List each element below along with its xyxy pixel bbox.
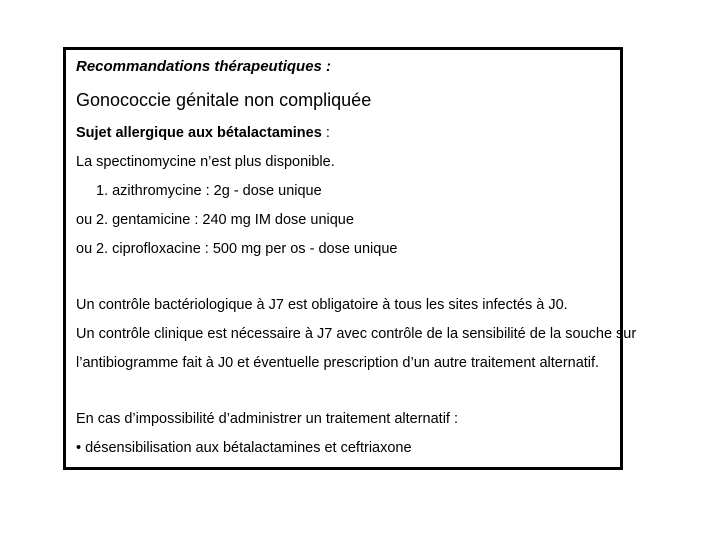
heading-recommendations: Recommandations thérapeutiques : [76, 58, 332, 75]
control-clinical-line-1: Un contrôle clinique est nécessaire à J7 avec contrôle de la sensibilité de la souche sur [76, 326, 637, 342]
option-item [76, 241, 397, 258]
control-bacteriological: Un contrôle bactériologique à J7 est obligatoire à tous les sites infectés à J0. [76, 297, 568, 313]
impossibility-text: En cas d’impossibilité d’administrer un traitement alternatif : [76, 411, 458, 427]
option-text: 2. ciprofloxacine : 500 mg per os - dose unique [96, 241, 398, 257]
option-text: 1. azithromycine : 2g - dose unique [96, 183, 322, 199]
option-item [76, 183, 322, 200]
option-prefix: ou [76, 212, 93, 228]
option-prefix: ou [76, 241, 93, 257]
bullet-item: • désensibilisation aux bétalactamines et ceftriaxone [76, 440, 412, 456]
option-text: 2. gentamicine : 240 mg IM dose unique [96, 212, 354, 228]
subtitle [76, 125, 330, 142]
option-item [76, 212, 354, 229]
control-clinical-line-2: l’antibiogramme fait à J0 et éventuelle prescription d’un autre traitement alternatif. [76, 355, 600, 371]
subtitle-bold: Sujet allergique aux bétalactamines [76, 125, 322, 141]
subtitle-suffix: : [321, 125, 330, 141]
page-title: Gonococcie génitale non compliquée [76, 90, 372, 110]
intro-text: La spectinomycine n’est plus disponible. [76, 154, 335, 170]
document-frame [63, 47, 637, 470]
